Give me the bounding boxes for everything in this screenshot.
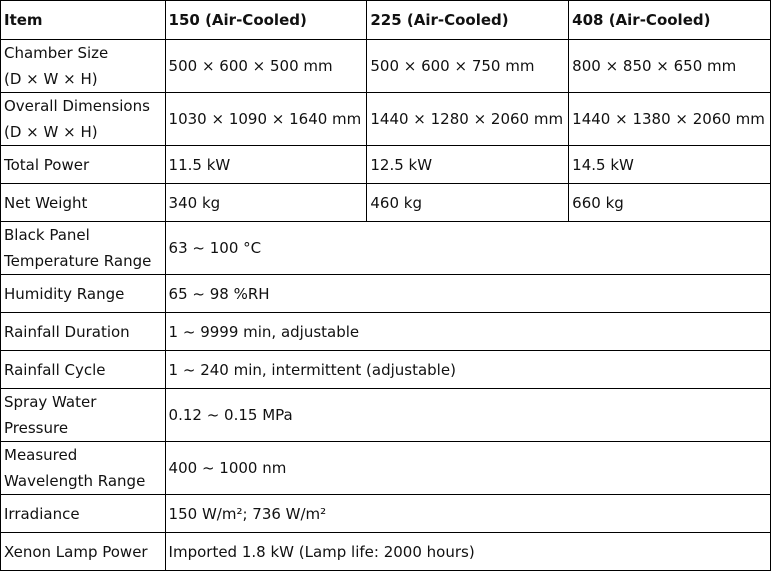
table-row-rainfall-duration [1,313,771,351]
table-row-overall-dimensions [1,93,771,146]
cell-value: 800 × 850 × 650 mm [569,40,771,93]
cell-value: 460 kg [367,184,569,222]
cell-value: 1 ~ 9999 min, adjustable [165,313,770,351]
cell-value: 340 kg [165,184,367,222]
row-label: Net Weight [1,184,166,222]
row-label [1,442,166,495]
row-label-line: (D × W × H) [4,123,98,141]
cell-value: 150 W/m²; 736 W/m² [165,495,770,533]
table-row-total-power [1,146,771,184]
cell-value: 500 × 600 × 500 mm [165,40,367,93]
row-label: Humidity Range [1,275,166,313]
row-label-line: (D × W × H) [4,70,98,88]
table-row-wavelength-range [1,442,771,495]
row-label-line: Temperature Range [4,252,152,270]
table-row-spray-water-pressure [1,389,771,442]
row-label-line: Black Panel [4,226,90,244]
cell-value: 65 ~ 98 %RH [165,275,770,313]
header-model-150: 150 (Air-Cooled) [165,1,367,40]
cell-value: 12.5 kW [367,146,569,184]
row-label: Rainfall Duration [1,313,166,351]
table-header-row [1,1,771,40]
header-model-225: 225 (Air-Cooled) [367,1,569,40]
cell-value: Imported 1.8 kW (Lamp life: 2000 hours) [165,533,770,571]
row-label-line: Pressure [4,419,69,437]
table-row-chamber-size [1,40,771,93]
cell-value: 0.12 ~ 0.15 MPa [165,389,770,442]
cell-value: 400 ~ 1000 nm [165,442,770,495]
row-label [1,93,166,146]
row-label [1,389,166,442]
row-label-line: Chamber Size [4,44,109,62]
table-row-black-panel-temperature [1,222,771,275]
row-label: Irradiance [1,495,166,533]
row-label-line: Measured [4,446,78,464]
row-label: Total Power [1,146,166,184]
table-row-xenon-lamp-power [1,533,771,571]
cell-value: 1030 × 1090 × 1640 mm [165,93,367,146]
cell-value: 1440 × 1280 × 2060 mm [367,93,569,146]
cell-value: 11.5 kW [165,146,367,184]
cell-value: 500 × 600 × 750 mm [367,40,569,93]
row-label [1,222,166,275]
row-label-line: Overall Dimensions [4,97,150,115]
header-item: Item [1,1,166,40]
cell-value: 1440 × 1380 × 2060 mm [569,93,771,146]
table-row-net-weight [1,184,771,222]
row-label-line: Wavelength Range [4,472,146,490]
row-label: Rainfall Cycle [1,351,166,389]
row-label [1,40,166,93]
header-model-408: 408 (Air-Cooled) [569,1,771,40]
cell-value: 1 ~ 240 min, intermittent (adjustable) [165,351,770,389]
row-label-line: Spray Water [4,393,97,411]
table-row-rainfall-cycle [1,351,771,389]
table-row-humidity-range [1,275,771,313]
cell-value: 63 ~ 100 °C [165,222,770,275]
table-row-irradiance [1,495,771,533]
cell-value: 660 kg [569,184,771,222]
row-label: Xenon Lamp Power [1,533,166,571]
cell-value: 14.5 kW [569,146,771,184]
